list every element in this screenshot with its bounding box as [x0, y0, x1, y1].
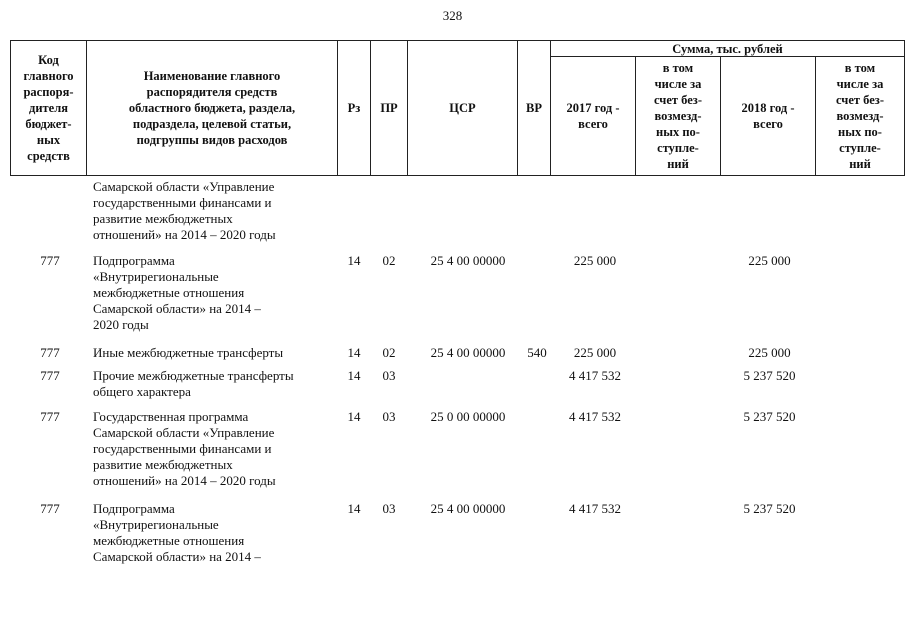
- row-csr: 25 4 00 00000: [430, 501, 506, 516]
- row-code: 777: [40, 253, 60, 268]
- row-sum-2017: 4 417 532: [569, 368, 621, 383]
- table-row: [0, 179, 905, 247]
- header-2017: 2017 год - всего: [550, 56, 636, 176]
- row-name: Подпрограмма «Внутрирегиональные межбюджетные отношения Самарской области» на 2014 –: [93, 501, 261, 564]
- row-sum-2018: 5 237 520: [743, 368, 796, 383]
- row-sum-2017: 4 417 532: [569, 409, 621, 424]
- row-code: 777: [40, 368, 60, 383]
- row-vr: 540: [527, 345, 547, 360]
- row-rz: 14: [347, 501, 361, 516]
- row-name: Самарской области «Управление государственными финансами и развитие межбюджетных отношений» на 2014 – 2020 годы: [93, 179, 276, 242]
- row-code: 777: [40, 345, 60, 360]
- row-sum-2017: 4 417 532: [569, 501, 621, 516]
- row-pr: 03: [382, 501, 396, 516]
- row-code: 777: [40, 501, 60, 516]
- header-rz: Рз: [337, 40, 371, 176]
- header-pr: ПР: [370, 40, 408, 176]
- row-csr: 25 4 00 00000: [430, 253, 506, 268]
- header-2018: 2018 год - всего: [720, 56, 816, 176]
- row-name: Подпрограмма «Внутрирегиональные межбюджетные отношения Самарской области» на 2014 – 2020 годы: [93, 253, 261, 332]
- row-pr: 03: [382, 409, 396, 424]
- row-name: Государственная программа Самарской области «Управление государственными финансами и развитие межбюджетных отношений» на 2014 – 2020 годы: [93, 409, 276, 488]
- row-sum-2017: 225 000: [573, 345, 617, 360]
- row-rz: 14: [347, 368, 361, 383]
- row-pr: 03: [382, 368, 396, 383]
- row-sum-2018: 225 000: [748, 345, 791, 360]
- row-name: Иные межбюджетные трансферты: [93, 345, 284, 360]
- table-row: [0, 368, 905, 402]
- header-name: Наименование главного распорядителя средств областного бюджета, раздела, подраздела, целевой статьи, подгруппы видов расходов: [86, 40, 338, 176]
- row-pr: 02: [382, 345, 396, 360]
- header-sum: Сумма, тыс. рублей: [550, 40, 905, 57]
- page-number: 328: [442, 8, 463, 23]
- header-2018-incl: в том числе за счет без- возмезд- ных по- ступле- ний: [815, 56, 905, 176]
- table-row: [0, 409, 905, 495]
- header-2017-incl: в том числе за счет без- возмезд- ных по- ступле- ний: [635, 56, 721, 176]
- row-rz: 14: [347, 345, 361, 360]
- table-row: [0, 253, 905, 339]
- table-row: [0, 501, 905, 571]
- row-code: 777: [40, 409, 60, 424]
- row-sum-2017: 225 000: [573, 253, 617, 268]
- row-csr: 25 4 00 00000: [430, 345, 506, 360]
- header-csr: ЦСР: [407, 40, 518, 176]
- table-row: [0, 345, 905, 363]
- header-code: Код главного распоря- дителя бюджет- ных средств: [10, 40, 87, 176]
- row-sum-2018: 5 237 520: [743, 501, 796, 516]
- row-name: Прочие межбюджетные трансферты общего характера: [93, 368, 294, 399]
- row-sum-2018: 225 000: [748, 253, 791, 268]
- row-sum-2018: 5 237 520: [743, 409, 796, 424]
- row-rz: 14: [347, 409, 361, 424]
- row-csr: 25 0 00 00000: [430, 409, 506, 424]
- row-pr: 02: [382, 253, 396, 268]
- row-rz: 14: [347, 253, 361, 268]
- header-vr: ВР: [517, 40, 551, 176]
